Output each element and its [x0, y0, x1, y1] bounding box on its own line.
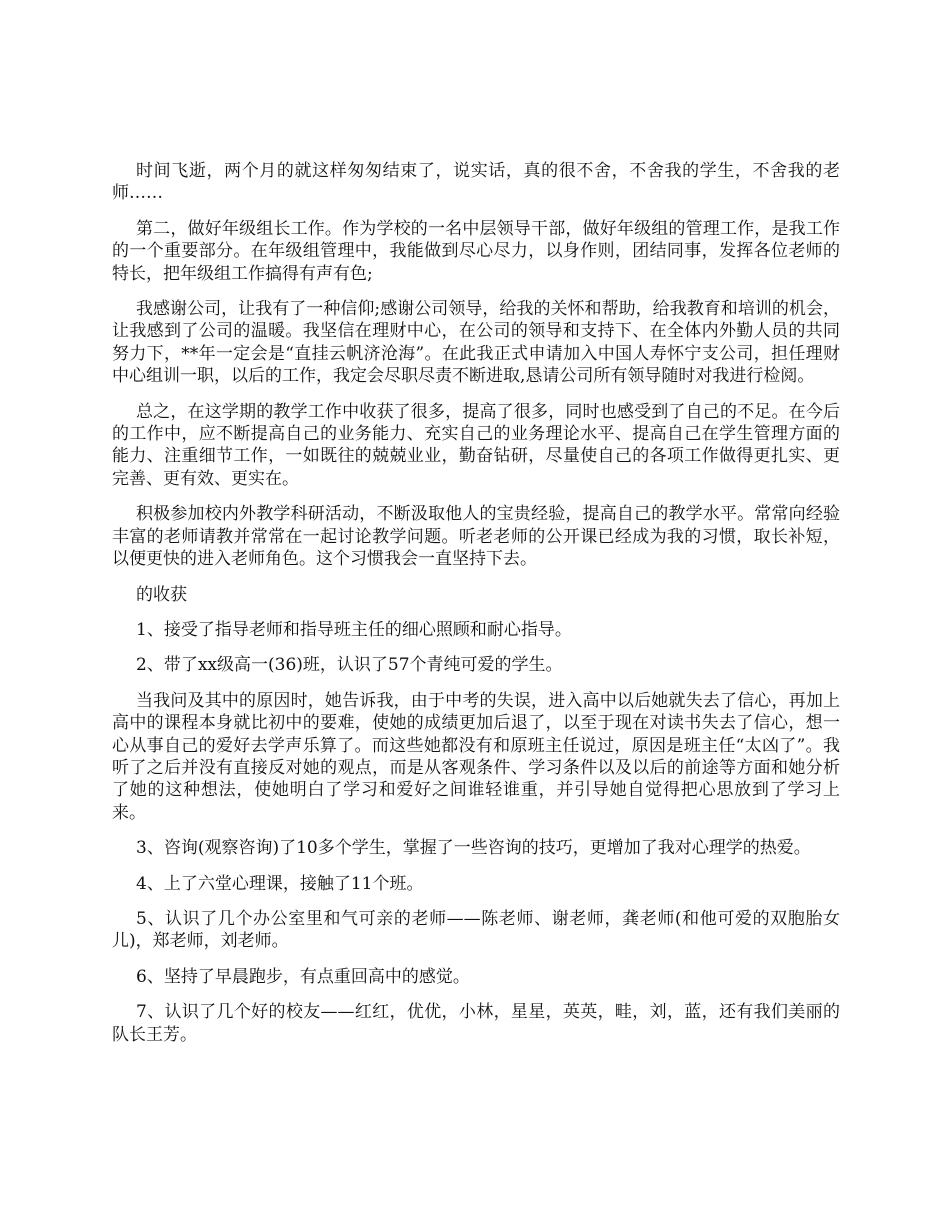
document-page: [112, 160, 840, 1059]
paragraph-4: 总之，在这学期的教学工作中收获了很多，提高了很多，同时也感受到了自己的不足。在今后的工作中，应不断提高自己的业务能力、充实自己的业务理论水平、提高自己在学生管理方面的能力、注重细节工作，一如既往的兢兢业业，勤奋钻研，尽量使自己的各项工作做得更扎实、更完善、更有效、更实在。: [112, 401, 840, 489]
paragraph-6: 的收获: [136, 584, 187, 605]
list-item-6: 6、坚持了早晨跑步，有点重回高中的感觉。: [136, 966, 470, 987]
list-item-2: 2、带了xx级高一(36)班，认识了57个青纯可爱的学生。: [136, 655, 563, 676]
paragraph-story: 当我问及其中的原因时，她告诉我，由于中考的失误，进入高中以后她就失去了信心，再加上高中的课程本身就比初中的要难，使她的成绩更加后退了，以至于现在对读书失去了信心，想一心从事自己的爱好去学声乐算了。而这些她都没有和原班主任说过，原因是班主任“太凶了”。我听了之后并没有直接反对她的观点，而是从客观条件、学习条件以及以后的前途等方面和她分析了她的这种想法，使她明白了学习和爱好之间谁轻谁重，并引导她自觉得把心思放到了学习上来。: [112, 690, 840, 823]
paragraph-5: 积极参加校内外教学科研活动，不断汲取他人的宝贵经验，提高自己的教学水平。常常向经验丰富的老师请教并常常在一起讨论教学问题。听老老师的公开课已经成为我的习惯，取长补短，以便更快的进入老师角色。这个习惯我会一直坚持下去。: [112, 504, 840, 570]
paragraph-3: 我感谢公司，让我有了一种信仰;感谢公司领导，给我的关怀和帮助，给我教育和培训的机会，让我感到了公司的温暖。我坚信在理财中心，在公司的领导和支持下、在全体内外勤人员的共同努力下，**年一定会是“直挂云帆济沧海”。在此我正式申请加入中国人寿怀宁支公司，担任理财中心组训一职，以后的工作，我定会尽职尽责不断进取,恳请公司所有领导随时对我进行检阅。: [112, 299, 840, 387]
list-item-1: 1、接受了指导老师和指导班主任的细心照顾和耐心指导。: [136, 619, 572, 640]
paragraph-2: 第二，做好年级组长工作。作为学校的一名中层领导干部，做好年级组的管理工作，是我工作的一个重要部分。在年级组管理中，我能做到尽心尽力，以身作则，团结同事，发挥各位老师的特长，把年级组工作搞得有声有色;: [112, 218, 840, 284]
list-item-4: 4、上了六堂心理课，接触了11个班。: [136, 873, 424, 894]
paragraph-1: 时间飞逝，两个月的就这样匆匆结束了，说实话，真的很不舍，不舍我的学生，不舍我的老师……: [112, 161, 840, 204]
list-item-3: 3、咨询(观察咨询)了10多个学生，掌握了一些咨询的技巧，更增加了我对心理学的热爱。: [136, 838, 811, 859]
list-item-7: 7、认识了几个好的校友——红红，优优，小林，星星，英英，畦，刘，蓝，还有我们美丽的队长王芳。: [112, 1002, 840, 1045]
list-item-5: 5、认识了几个办公室里和气可亲的老师——陈老师、谢老师，龚老师(和他可爱的双胞胎女儿)，郑老师，刘老师。: [112, 908, 840, 952]
